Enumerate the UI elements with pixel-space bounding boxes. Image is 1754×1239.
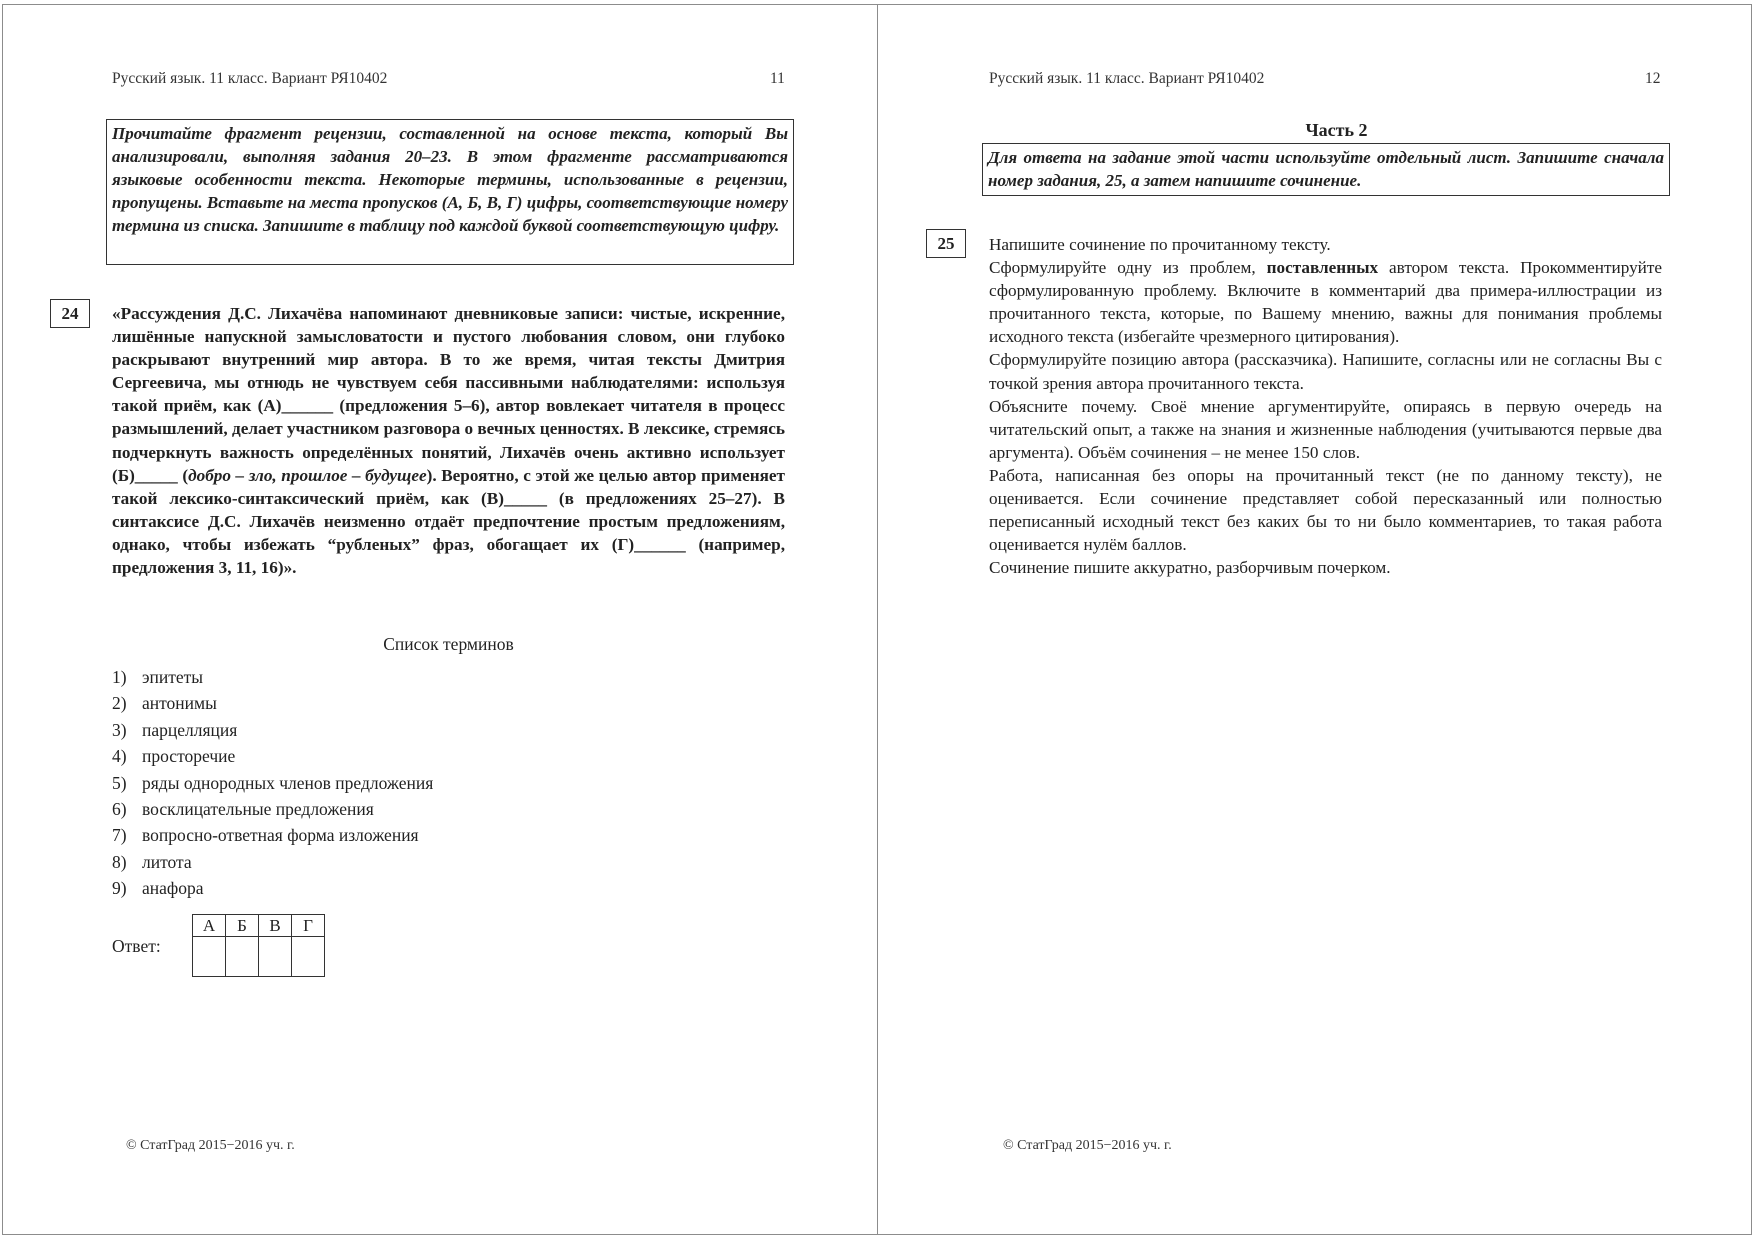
terms-list-title: Список терминов [383, 634, 514, 654]
task-25-paragraph: Сформулируйте позицию автора (рассказчика). Напишите, согласны или не согласны Вы с точкой зрения автора прочитанного текста. [989, 350, 1662, 393]
answer-column-v: В [259, 915, 292, 937]
right-page-header: Русский язык. 11 класс. Вариант РЯ10402 [989, 70, 1265, 87]
left-page-header: Русский язык. 11 класс. Вариант РЯ10402 [112, 70, 388, 87]
task-24-number: 24 [50, 299, 90, 328]
terms-list [112, 664, 433, 902]
task-25-paragraph: Сформулируйте одну из проблем, поставленных автором текста. Прокомментируйте сформулированную проблему. Включите в комментарий два примера-иллюстрации из прочитанного текста, которые, по Вашему мнению, важны для понимания проблемы исходного текста (избегайте чрезмерного цитирования). [989, 258, 1662, 347]
left-page-number: 11 [770, 70, 785, 87]
list-item: 6) восклицательные предложения [112, 799, 374, 820]
list-item: 9) анафора [112, 878, 204, 899]
list-item: 8) литота [112, 851, 192, 872]
answer-cell-b[interactable] [226, 937, 259, 977]
answer-column-g: Г [292, 915, 325, 937]
task-25-text [989, 233, 1662, 579]
task-25-paragraph: Сочинение пишите аккуратно, разборчивым почерком. [989, 558, 1391, 578]
answer-table [192, 914, 325, 977]
task-25-paragraph: Работа, написанная без опоры на прочитанный текст (не по данному тексту), не оценивается. Если сочинение представляет собой пересказанный или полностью переписанный исходный текст без каких бы то ни было комментариев, то такая работа оценивается нулём баллов. [989, 465, 1662, 555]
list-item: 7) вопросно-ответная форма изложения [112, 825, 419, 846]
answer-column-b: Б [226, 915, 259, 937]
task-24-instruction: Прочитайте фрагмент рецензии, составленной на основе текста, который Вы анализировали, выполняя задания 20–23. В этом фрагменте рассматриваются языковые особенности текста. Некоторые термины, использованные в рецензии, пропущены. Вставьте на места пропусков (А, Б, В, Г) цифры, соответствующие номеру термина из списка. Запишите в таблицу под каждой буквой соответствующую цифру. [106, 119, 794, 265]
part-2-instruction: Для ответа на задание этой части используйте отдельный лист. Запишите сначала номер задания, 25, а затем напишите сочинение. [982, 143, 1670, 196]
answer-cell-a[interactable] [193, 937, 226, 977]
answer-cell-v[interactable] [259, 937, 292, 977]
left-page-footer: © СтатГрад 2015−2016 уч. г. [126, 1138, 295, 1153]
part-2-title: Часть 2 [1305, 120, 1368, 140]
list-item: 5) ряды однородных членов предложения [112, 772, 434, 793]
task-24-text: «Рассуждения Д.С. Лихачёва напоминают дневниковые записи: чистые, искренние, лишённые напускной замысловатости и пустого любования словом, они глубоко раскрывают внутренний мир автора. В то же время, читая тексты Дмитрия Сергеевича, мы отнюдь не чувствуем себя пассивными наблюдателями: используя такой приём, как (А)______ (предложения 5–6), автор вовлекает читателя в процесс размышлений, делает участником разговора о вечных ценностях. В лексике, стремясь подчеркнуть важность определённых понятий, Лихачёв очень активно использует (Б)_____ (добро – зло, прошлое – будущее). Вероятно, с этой же целью автор применяет такой лексико-синтаксический приём, как (В)_____ (в предложениях 25–27). В синтаксисе Д.С. Лихачёв неизменно отдаёт предпочтение простым предложениям, однако, чтобы избежать “рубленых” фраз, обогащает их (Г)______ (например, предложения 3, 11, 16)». [112, 304, 785, 578]
list-item: 3) парцелляция [112, 719, 238, 740]
task-25-number: 25 [926, 229, 966, 258]
list-item: 4) просторечие [112, 746, 236, 767]
right-page-number: 12 [1645, 70, 1661, 87]
task-24-italic-example: добро – зло, прошлое – будущее [188, 465, 427, 485]
task-25-paragraph: Объясните почему. Своё мнение аргументируйте, опираясь в первую очередь на читательский опыт, а также на знания и жизненные наблюдения (учитываются первые два аргумента). Объём сочинения – не менее 150 слов. [989, 396, 1662, 462]
answer-cell-g[interactable] [292, 937, 325, 977]
list-item: 2) антонимы [112, 693, 217, 714]
answer-label: Ответ: [112, 936, 161, 956]
list-item: 1) эпитеты [112, 667, 204, 687]
right-page-footer: © СтатГрад 2015−2016 уч. г. [1003, 1138, 1172, 1153]
task-25-paragraph: Напишите сочинение по прочитанному тексту. [989, 235, 1331, 254]
answer-column-a: А [193, 915, 226, 937]
